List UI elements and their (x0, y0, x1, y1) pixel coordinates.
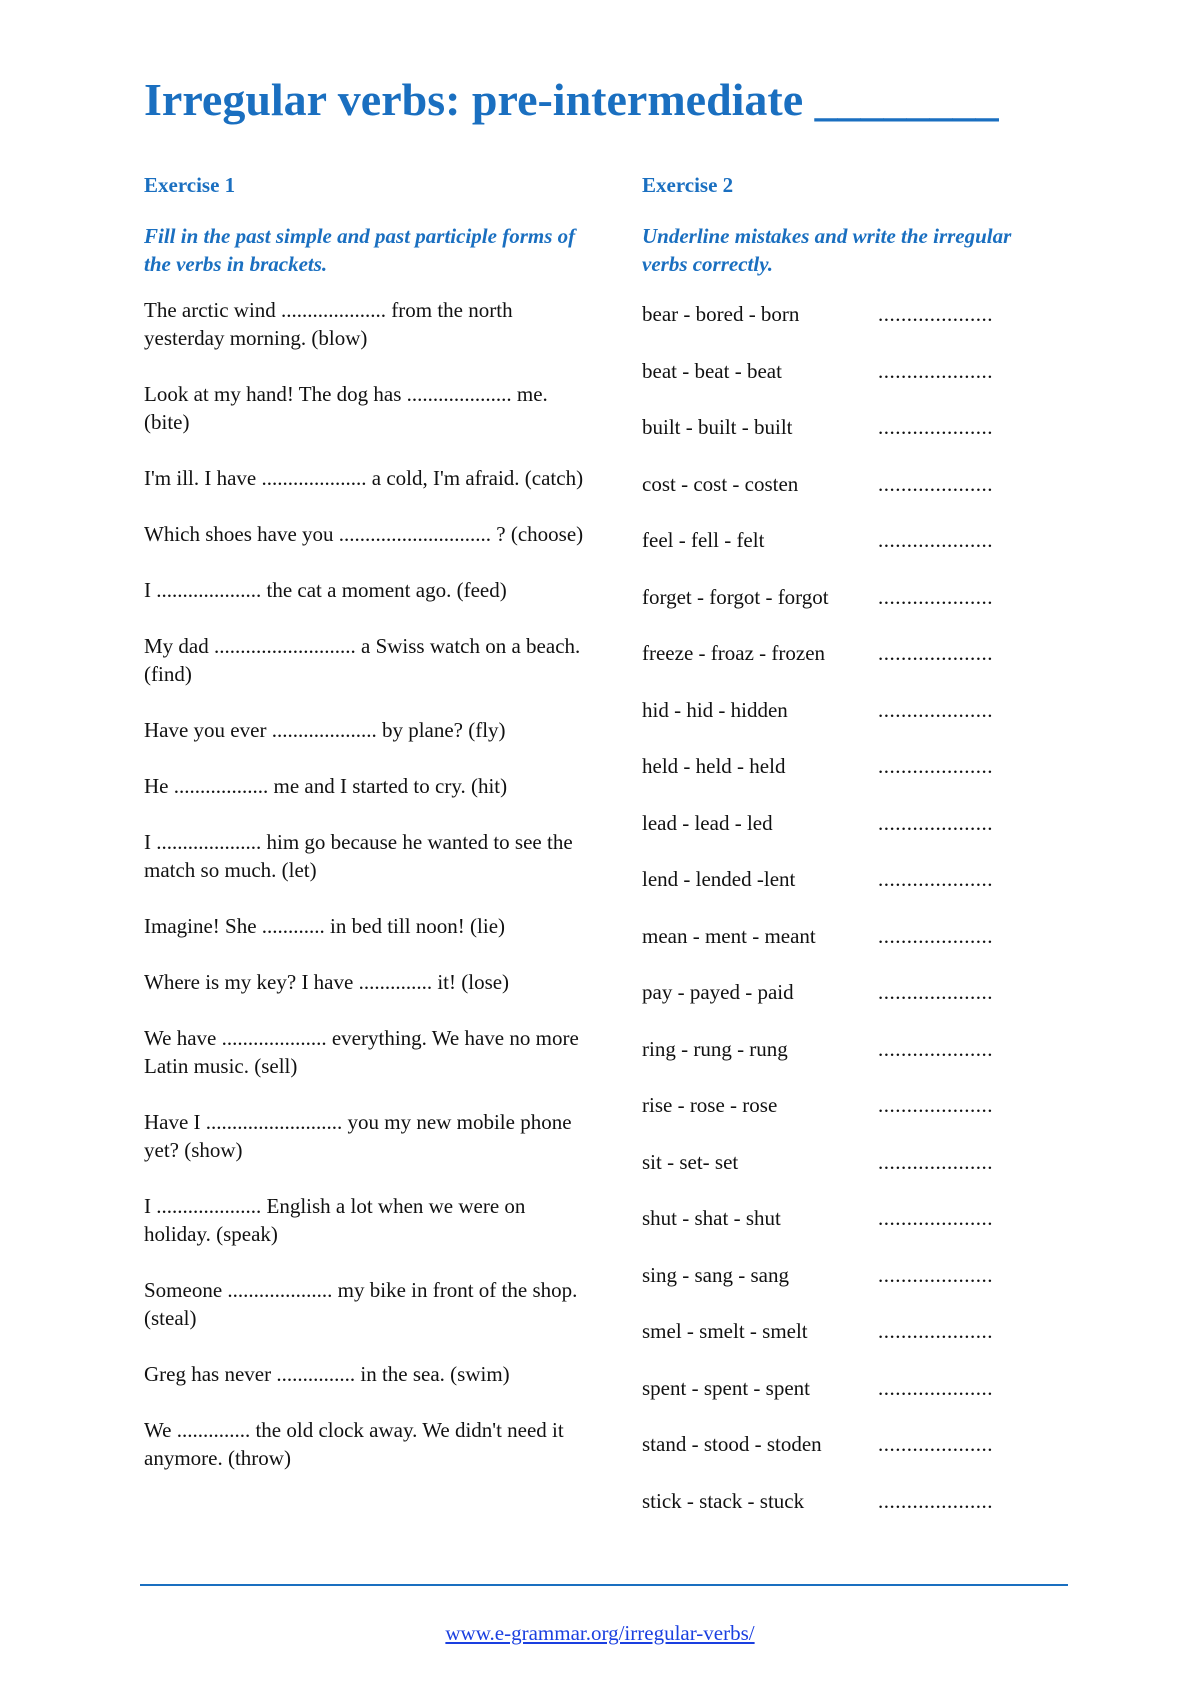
verb-forms: stick - stack - stuck (642, 1488, 805, 1513)
verb-forms: forget - forgot - forgot (642, 584, 829, 609)
verb-forms: held - held - held (642, 754, 786, 778)
verb-forms: sit - set- set (642, 1149, 739, 1174)
exercise-2-row (642, 526, 1062, 554)
exercise-1-item: I'm ill. I have .................... a cold, I'm afraid. (catch) (144, 466, 584, 490)
answer-blank: .................... (878, 1149, 993, 1174)
verb-forms: lead - lead - led (642, 810, 773, 835)
exercise-2-row (642, 1148, 1062, 1176)
exercise-2-row (642, 696, 1062, 724)
exercise-1-item: Have you ever .................... by plane? (fly) (144, 718, 506, 742)
answer-blank: .................... (878, 528, 993, 552)
answer-blank: .................... (878, 980, 993, 1004)
exercise-2-row (642, 413, 1062, 441)
verb-forms: feel - fell - felt (642, 528, 765, 552)
verb-forms: cost - cost - costen (642, 471, 799, 496)
verb-forms: sing - sang - sang (642, 1262, 789, 1287)
exercise-2-row (642, 1374, 1062, 1402)
exercise-1-item: I .................... him go because he wanted to see the match so much. (let) (144, 830, 573, 882)
exercise-1-item: He .................. me and I started to cry. (hit) (144, 774, 508, 798)
exercise-2-row (642, 583, 1062, 611)
exercise-2-row (642, 1035, 1062, 1063)
exercise-2-row (642, 470, 1062, 498)
exercise-2-heading: Exercise 2 (642, 173, 734, 197)
exercise-1-item: Which shoes have you ............................. ? (choose) (144, 522, 584, 546)
exercise-2-row (642, 300, 1062, 328)
answer-blank: .................... (878, 867, 993, 891)
verb-forms: ring - rung - rung (642, 1036, 788, 1061)
verb-forms: spent - spent - spent (642, 1375, 810, 1400)
exercise-2-row (642, 1204, 1062, 1232)
answer-blank: .................... (878, 1488, 993, 1513)
answer-blank: .................... (878, 1319, 993, 1343)
exercise-1-item: Imagine! She ............ in bed till noon! (lie) (144, 914, 506, 938)
answer-blank: .................... (878, 1432, 993, 1456)
answer-blank: .................... (878, 641, 993, 665)
exercise-2-row (642, 639, 1062, 667)
exercise-2-row (642, 752, 1062, 780)
answer-blank: .................... (878, 1093, 993, 1117)
answer-blank: .................... (878, 471, 993, 496)
exercise-1-list (144, 296, 584, 1472)
exercise-1-item: We have .................... everything. We have no more Latin music. (sell) (144, 1026, 579, 1078)
exercise-1-item: Look at my hand! The dog has .................... me. (bite) (144, 382, 548, 434)
verb-forms: hid - hid - hidden (642, 697, 788, 722)
exercise-1-section (144, 172, 584, 1500)
exercise-1-item: I .................... English a lot when we were on holiday. (speak) (144, 1194, 526, 1246)
answer-blank: .................... (878, 1262, 993, 1287)
answer-blank: .................... (878, 584, 993, 609)
verb-forms: lend - lended -lent (642, 867, 796, 891)
exercise-1-item: The arctic wind .................... from the north yesterday morning. (blow) (144, 298, 513, 350)
exercise-1-item: We .............. the old clock away. We didn't need it anymore. (throw) (144, 1418, 564, 1470)
exercise-1-item: My dad ........................... a Swiss watch on a beach. (find) (144, 634, 581, 686)
exercise-2-row (642, 1091, 1062, 1119)
verb-forms: built - built - built (642, 415, 793, 439)
answer-blank: .................... (878, 697, 993, 722)
answer-blank: .................... (878, 1036, 993, 1061)
exercise-2-row (642, 357, 1062, 385)
exercise-2-instruction: Underline mistakes and write the irregular verbs correctly. (642, 224, 1012, 276)
answer-blank: .................... (878, 302, 993, 326)
exercise-1-item: Where is my key? I have .............. it! (lose) (144, 970, 510, 994)
answer-blank: .................... (878, 923, 993, 948)
answer-blank: .................... (878, 754, 993, 778)
exercise-1-item: Have I .......................... you my new mobile phone yet? (show) (144, 1110, 572, 1162)
exercise-2-row (642, 1487, 1062, 1515)
exercise-1-instruction: Fill in the past simple and past participle forms of the verbs in brackets. (144, 224, 576, 276)
verb-forms: shut - shat - shut (642, 1206, 781, 1230)
exercise-2-row (642, 1430, 1062, 1458)
answer-blank: .................... (878, 415, 993, 439)
verb-forms: bear - bored - born (642, 302, 800, 326)
verb-forms: rise - rose - rose (642, 1093, 778, 1117)
answer-blank: .................... (878, 358, 993, 383)
exercise-1-item: Greg has never ............... in the sea. (swim) (144, 1362, 510, 1386)
verb-forms: beat - beat - beat (642, 358, 782, 383)
exercise-2-section (642, 172, 1062, 1543)
answer-blank: .................... (878, 1206, 993, 1230)
exercise-1-heading: Exercise 1 (144, 173, 236, 197)
footer-website-link[interactable]: www.e-grammar.org/irregular-verbs/ (445, 1621, 755, 1645)
exercise-2-row (642, 809, 1062, 837)
exercise-2-row (642, 1261, 1062, 1289)
answer-blank: .................... (878, 810, 993, 835)
verb-forms: smel - smelt - smelt (642, 1319, 808, 1343)
verb-forms: stand - stood - stoden (642, 1432, 822, 1456)
page-title: Irregular verbs: pre-intermediate ________ (144, 74, 999, 125)
verb-forms: pay - payed - paid (642, 980, 794, 1004)
exercise-2-row (642, 865, 1062, 893)
footer (0, 1620, 1200, 1646)
answer-blank: .................... (878, 1375, 993, 1400)
verb-forms: mean - ment - meant (642, 923, 816, 948)
exercise-2-list (642, 300, 1062, 1515)
footer-divider (140, 1584, 1068, 1586)
verb-forms: freeze - froaz - frozen (642, 641, 826, 665)
exercise-2-row (642, 922, 1062, 950)
exercise-2-row (642, 1317, 1062, 1345)
exercise-1-item: Someone .................... my bike in front of the shop. (steal) (144, 1278, 578, 1330)
exercise-1-item: I .................... the cat a moment ago. (feed) (144, 578, 507, 602)
exercise-2-row (642, 978, 1062, 1006)
